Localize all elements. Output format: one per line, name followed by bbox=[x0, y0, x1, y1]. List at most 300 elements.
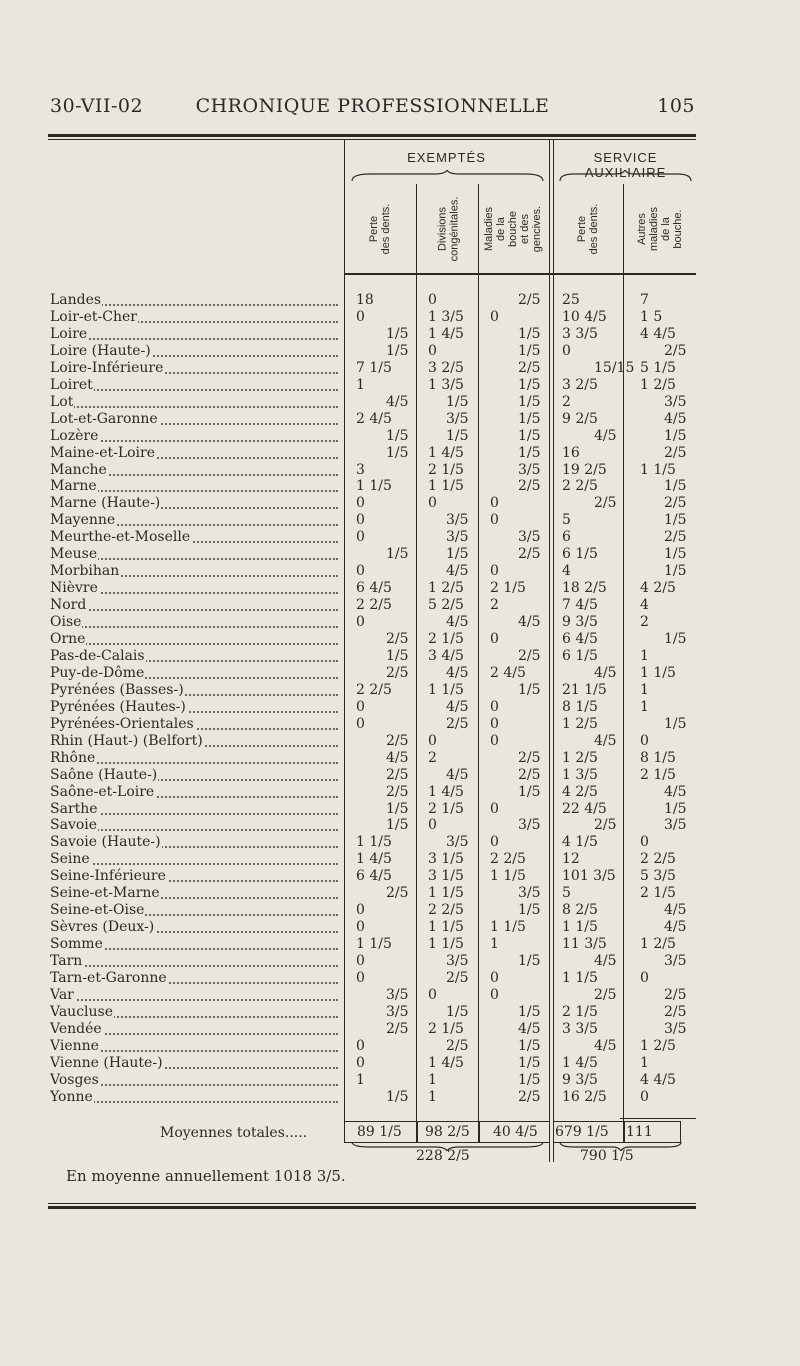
cell-value: 2 2/5 bbox=[490, 851, 526, 868]
cell-value: 2/5 bbox=[386, 631, 409, 647]
cell-value: 3/5 bbox=[386, 1003, 409, 1020]
cell-value: 1/5 bbox=[664, 512, 687, 529]
table-row bbox=[0, 801, 800, 818]
cell-value: 1 1/5 bbox=[356, 478, 392, 495]
table-row bbox=[0, 614, 800, 631]
table-row bbox=[0, 733, 800, 750]
cell-value: 3/5 bbox=[518, 885, 541, 902]
cell-value: 3 1/5 bbox=[428, 851, 464, 868]
cell-value: 2 1/5 bbox=[428, 461, 464, 478]
cell-value: 1 bbox=[428, 1088, 437, 1105]
cell-value: 3 4/5 bbox=[428, 647, 464, 664]
cell-value: 2/5 bbox=[518, 478, 541, 495]
cell-value: 5 bbox=[562, 885, 571, 902]
cell-value: 1 bbox=[640, 1054, 649, 1071]
cell-value: 0 bbox=[562, 342, 571, 359]
cell-value: 101 3/5 bbox=[562, 868, 616, 885]
department-name: Pyrénées (Hautes-) bbox=[50, 699, 340, 716]
table-row bbox=[0, 817, 800, 834]
cell-value: 2/5 bbox=[594, 986, 617, 1003]
department-name: Pyrénées-Orientales bbox=[50, 716, 340, 733]
department-name: Lot bbox=[50, 394, 340, 411]
cell-value: 7 bbox=[640, 292, 649, 308]
cell-value: 1 4/5 bbox=[562, 1054, 598, 1071]
cell-value: 0 bbox=[490, 715, 499, 732]
cell-value: 19 2/5 bbox=[562, 461, 607, 478]
table-row bbox=[0, 478, 800, 495]
department-name: Puy-de-Dôme bbox=[50, 665, 340, 682]
cell-value: 7 1/5 bbox=[356, 359, 392, 376]
cell-value: 5 3/5 bbox=[640, 868, 676, 885]
table-row bbox=[0, 529, 800, 546]
cell-value: 0 bbox=[356, 902, 365, 919]
cell-value: 1/5 bbox=[386, 325, 409, 342]
cell-value: 1/5 bbox=[386, 444, 409, 461]
cell-value: 0 bbox=[356, 715, 365, 732]
department-name: Mayenne bbox=[50, 512, 340, 529]
cell-value: 1 4/5 bbox=[428, 783, 464, 800]
group-brace-exemptes bbox=[350, 170, 545, 182]
cell-value: 1 1/5 bbox=[428, 478, 464, 495]
cell-value: 4 bbox=[640, 597, 649, 614]
cell-value: 2/5 bbox=[386, 885, 409, 902]
cell-value: 2 1/5 bbox=[640, 885, 676, 902]
cell-value: 2/5 bbox=[386, 732, 409, 749]
table-row bbox=[0, 445, 800, 462]
cell-value: 7 4/5 bbox=[562, 597, 598, 614]
cell-value: 1/5 bbox=[386, 800, 409, 817]
cell-value: 4/5 bbox=[518, 614, 541, 631]
total-value: 40 4/5 bbox=[493, 1124, 538, 1140]
department-name: Meuse bbox=[50, 546, 340, 563]
footer-note: En moyenne annuellement 1018 3/5. bbox=[66, 1167, 346, 1185]
table-row bbox=[0, 546, 800, 563]
cell-value: 0 bbox=[356, 970, 365, 986]
total-value: 98 2/5 bbox=[425, 1124, 470, 1140]
cell-value: 1/5 bbox=[386, 817, 409, 834]
cell-value: 3/5 bbox=[446, 834, 469, 851]
page-number: 105 bbox=[657, 95, 695, 117]
cell-value: 1 3/5 bbox=[428, 308, 464, 325]
cell-value: 0 bbox=[356, 529, 365, 546]
cell-value: 1/5 bbox=[518, 1003, 541, 1020]
cell-value: 4/5 bbox=[594, 1037, 617, 1054]
table-row bbox=[0, 377, 800, 394]
table-row bbox=[0, 919, 800, 936]
cell-value: 1 2/5 bbox=[640, 376, 676, 393]
cell-value: 4 4/5 bbox=[640, 325, 676, 342]
cell-value: 0 bbox=[490, 834, 499, 851]
total-value: 89 1/5 bbox=[357, 1124, 402, 1140]
cell-value: 1 1/5 bbox=[428, 919, 464, 936]
cell-value: 3 2/5 bbox=[428, 359, 464, 376]
cell-value: 3/5 bbox=[446, 512, 469, 529]
cell-value: 2/5 bbox=[664, 986, 687, 1003]
cell-value: 1 4/5 bbox=[356, 851, 392, 868]
table-row bbox=[0, 394, 800, 411]
cell-value: 1 4/5 bbox=[428, 1054, 464, 1071]
cell-value: 3/5 bbox=[446, 953, 469, 970]
cell-value: 2 2/5 bbox=[356, 597, 392, 614]
department-name: Orne bbox=[50, 631, 340, 648]
department-name: Maine-et-Loire bbox=[50, 445, 340, 462]
table-row bbox=[0, 428, 800, 445]
table-row bbox=[0, 597, 800, 614]
cell-value: 1 3/5 bbox=[428, 376, 464, 393]
cell-value: 3/5 bbox=[446, 410, 469, 427]
cell-value: 1/5 bbox=[518, 783, 541, 800]
cell-value: 1/5 bbox=[518, 902, 541, 919]
department-name: Seine-et-Marne bbox=[50, 885, 340, 902]
cell-value: 0 bbox=[490, 308, 499, 325]
cell-value: 4 bbox=[562, 563, 571, 580]
cell-value: 0 bbox=[490, 732, 499, 749]
table-row bbox=[0, 648, 800, 665]
column-heading: Perte des dents. bbox=[368, 203, 392, 255]
cell-value: 1/5 bbox=[518, 681, 541, 698]
table-row bbox=[0, 292, 800, 309]
cell-value: 4/5 bbox=[594, 427, 617, 444]
table-row bbox=[0, 936, 800, 953]
table-row bbox=[0, 784, 800, 801]
cell-value: 2/5 bbox=[664, 444, 687, 461]
cell-value: 4 2/5 bbox=[562, 783, 598, 800]
cell-value: 2/5 bbox=[518, 766, 541, 783]
table-row bbox=[0, 326, 800, 343]
cell-value: 4/5 bbox=[594, 953, 617, 970]
department-name: Vendée bbox=[50, 1021, 340, 1038]
cell-value: 2/5 bbox=[518, 1088, 541, 1105]
cell-value: 0 bbox=[356, 614, 365, 631]
table-row bbox=[0, 851, 800, 868]
cell-value: 0 bbox=[356, 1054, 365, 1071]
cell-value: 1/5 bbox=[518, 325, 541, 342]
department-name: Vaucluse bbox=[50, 1004, 340, 1021]
bottom-rule bbox=[48, 1203, 696, 1204]
cell-value: 1/5 bbox=[518, 444, 541, 461]
cell-value: 0 bbox=[356, 698, 365, 715]
department-name: Savoie bbox=[50, 817, 340, 834]
cell-value: 2 2/5 bbox=[428, 902, 464, 919]
cell-value: 3/5 bbox=[518, 529, 541, 546]
cell-value: 3 1/5 bbox=[428, 868, 464, 885]
cell-value: 1/5 bbox=[518, 1037, 541, 1054]
cell-value: 6 1/5 bbox=[562, 546, 598, 563]
department-name: Seine-Inférieure bbox=[50, 868, 340, 885]
cell-value: 2/5 bbox=[664, 1003, 687, 1020]
cell-value: 4/5 bbox=[664, 410, 687, 427]
cell-value: 1 5 bbox=[640, 308, 663, 325]
cell-value: 1 bbox=[640, 647, 649, 664]
department-name: Tarn-et-Garonne bbox=[50, 970, 340, 987]
department-name: Saône (Haute-) bbox=[50, 767, 340, 784]
totals-label: Moyennes totales..... bbox=[160, 1125, 308, 1141]
cell-value: 2/5 bbox=[446, 970, 469, 986]
cell-value: 0 bbox=[356, 919, 365, 936]
cell-value: 10 4/5 bbox=[562, 308, 607, 325]
cell-value: 4 4/5 bbox=[640, 1071, 676, 1088]
cell-value: 1 bbox=[490, 936, 499, 953]
department-name: Vosges bbox=[50, 1072, 340, 1089]
cell-value: 5 1/5 bbox=[640, 359, 676, 376]
cell-value: 0 bbox=[428, 986, 437, 1003]
header-rule bbox=[344, 273, 696, 275]
issue-date: 30-VII-02 bbox=[50, 95, 144, 117]
department-name: Lozère bbox=[50, 428, 340, 445]
cell-value: 1 3/5 bbox=[562, 766, 598, 783]
top-rule bbox=[48, 134, 696, 137]
cell-value: 4/5 bbox=[664, 783, 687, 800]
cell-value: 4/5 bbox=[386, 393, 409, 410]
cell-value: 6 bbox=[562, 529, 571, 546]
cell-value: 0 bbox=[490, 563, 499, 580]
cell-value: 3/5 bbox=[386, 986, 409, 1003]
cell-value: 11 3/5 bbox=[562, 936, 607, 953]
cell-value: 0 bbox=[490, 970, 499, 986]
cell-value: 1 bbox=[356, 1071, 365, 1088]
column-heading: Divisions congénitales. bbox=[436, 196, 461, 262]
cell-value: 4/5 bbox=[446, 563, 469, 580]
cell-value: 2 2/5 bbox=[356, 681, 392, 698]
table-row bbox=[0, 767, 800, 784]
cell-value: 3 3/5 bbox=[562, 1020, 598, 1037]
bottom-rule-thick bbox=[48, 1206, 696, 1209]
cell-value: 0 bbox=[428, 342, 437, 359]
cell-value: 2 4/5 bbox=[490, 664, 526, 681]
cell-value: 2/5 bbox=[664, 495, 687, 512]
column-heading: Maladies de la bouche et des gencives. bbox=[483, 205, 543, 253]
table-row bbox=[0, 360, 800, 377]
cell-value: 22 4/5 bbox=[562, 800, 607, 817]
cell-value: 2 2/5 bbox=[562, 478, 598, 495]
cell-value: 18 2/5 bbox=[562, 580, 607, 597]
cell-value: 15/15 bbox=[594, 359, 635, 376]
cell-value: 3/5 bbox=[664, 393, 687, 410]
cell-value: 1 1/5 bbox=[640, 664, 676, 681]
table-row bbox=[0, 512, 800, 529]
cell-value: 1/5 bbox=[664, 478, 687, 495]
cell-value: 1 bbox=[640, 681, 649, 698]
cell-value: 0 bbox=[640, 834, 649, 851]
cell-value: 0 bbox=[490, 631, 499, 647]
cell-value: 4/5 bbox=[664, 902, 687, 919]
cell-value: 4/5 bbox=[664, 919, 687, 936]
cell-value: 1 2/5 bbox=[640, 936, 676, 953]
table-row bbox=[0, 343, 800, 360]
cell-value: 2/5 bbox=[664, 342, 687, 359]
cell-value: 0 bbox=[356, 495, 365, 512]
cell-value: 2/5 bbox=[518, 359, 541, 376]
group-heading-exemptes: EXEMPTÉS bbox=[407, 150, 486, 165]
department-name: Meurthe-et-Moselle bbox=[50, 529, 340, 546]
cell-value: 0 bbox=[490, 698, 499, 715]
cell-value: 1/5 bbox=[518, 427, 541, 444]
cell-value: 1 4/5 bbox=[428, 325, 464, 342]
cell-value: 2/5 bbox=[386, 1020, 409, 1037]
cell-value: 2 1/5 bbox=[562, 1003, 598, 1020]
total-value: 111 bbox=[626, 1124, 653, 1140]
cell-value: 6 4/5 bbox=[356, 580, 392, 597]
table-row bbox=[0, 1021, 800, 1038]
department-name: Lot-et-Garonne bbox=[50, 411, 340, 428]
department-name: Landes bbox=[50, 292, 340, 309]
table-row bbox=[0, 1038, 800, 1055]
cell-value: 1 1/5 bbox=[562, 919, 598, 936]
cell-value: 1/5 bbox=[518, 410, 541, 427]
table-row bbox=[0, 682, 800, 699]
cell-value: 4 2/5 bbox=[640, 580, 676, 597]
department-name: Var bbox=[50, 987, 340, 1004]
cell-value: 2/5 bbox=[518, 292, 541, 308]
department-name: Marne bbox=[50, 478, 340, 495]
cell-value: 1/5 bbox=[386, 1088, 409, 1105]
cell-value: 0 bbox=[356, 512, 365, 529]
department-name: Manche bbox=[50, 462, 340, 479]
cell-value: 0 bbox=[428, 817, 437, 834]
cell-value: 1 bbox=[428, 1071, 437, 1088]
cell-value: 3/5 bbox=[664, 953, 687, 970]
cell-value: 1 bbox=[640, 698, 649, 715]
cell-value: 6 4/5 bbox=[562, 631, 598, 647]
table-row bbox=[0, 631, 800, 648]
cell-value: 2/5 bbox=[664, 529, 687, 546]
cell-value: 1 1/5 bbox=[640, 461, 676, 478]
department-name: Loir-et-Cher bbox=[50, 309, 340, 326]
table-row bbox=[0, 953, 800, 970]
department-name: Somme bbox=[50, 936, 340, 953]
cell-value: 3 2/5 bbox=[562, 376, 598, 393]
cell-value: 1/5 bbox=[518, 953, 541, 970]
cell-value: 1/5 bbox=[664, 715, 687, 732]
department-name: Seine bbox=[50, 851, 340, 868]
cell-value: 3 3/5 bbox=[562, 325, 598, 342]
cell-value: 2 bbox=[640, 614, 649, 631]
cell-value: 0 bbox=[428, 495, 437, 512]
department-name: Loire (Haute-) bbox=[50, 343, 340, 360]
department-name: Nièvre bbox=[50, 580, 340, 597]
department-name: Sèvres (Deux-) bbox=[50, 919, 340, 936]
department-name: Savoie (Haute-) bbox=[50, 834, 340, 851]
cell-value: 0 bbox=[356, 563, 365, 580]
cell-value: 4/5 bbox=[518, 1020, 541, 1037]
department-name: Seine-et-Oise bbox=[50, 902, 340, 919]
cell-value: 16 2/5 bbox=[562, 1088, 607, 1105]
cell-value: 0 bbox=[490, 495, 499, 512]
cell-value: 1/5 bbox=[446, 1003, 469, 1020]
cell-value: 1/5 bbox=[386, 427, 409, 444]
cell-value: 2 1/5 bbox=[428, 1020, 464, 1037]
cell-value: 5 bbox=[562, 512, 571, 529]
department-name: Tarn bbox=[50, 953, 340, 970]
cell-value: 2 1/5 bbox=[490, 580, 526, 597]
cell-value: 4 1/5 bbox=[562, 834, 598, 851]
cell-value: 1/5 bbox=[664, 563, 687, 580]
cell-value: 2/5 bbox=[446, 1037, 469, 1054]
cell-value: 5 2/5 bbox=[428, 597, 464, 614]
cell-value: 2/5 bbox=[446, 715, 469, 732]
table-row bbox=[0, 750, 800, 767]
cell-value: 2 2/5 bbox=[640, 851, 676, 868]
cell-value: 0 bbox=[640, 732, 649, 749]
table-row bbox=[0, 1089, 800, 1106]
table-row bbox=[0, 1072, 800, 1089]
cell-value: 3/5 bbox=[518, 817, 541, 834]
exemptes-sum: 228 2/5 bbox=[416, 1148, 470, 1164]
cell-value: 4/5 bbox=[594, 732, 617, 749]
department-name: Oise bbox=[50, 614, 340, 631]
cell-value: 1 2/5 bbox=[640, 1037, 676, 1054]
table-row bbox=[0, 563, 800, 580]
table-row bbox=[0, 665, 800, 682]
cell-value: 2/5 bbox=[518, 546, 541, 563]
cell-value: 3/5 bbox=[664, 1020, 687, 1037]
department-name: Rhin (Haut-) (Belfort) bbox=[50, 733, 340, 750]
cell-value: 1/5 bbox=[664, 427, 687, 444]
cell-value: 2/5 bbox=[518, 749, 541, 766]
department-name: Loire bbox=[50, 326, 340, 343]
cell-value: 2 bbox=[428, 749, 437, 766]
department-name: Morbihan bbox=[50, 563, 340, 580]
table-row bbox=[0, 1055, 800, 1072]
cell-value: 4/5 bbox=[594, 664, 617, 681]
cell-value: 6 4/5 bbox=[356, 868, 392, 885]
department-name: Vienne bbox=[50, 1038, 340, 1055]
department-name: Pas-de-Calais bbox=[50, 648, 340, 665]
cell-value: 1/5 bbox=[664, 631, 687, 647]
department-name: Pyrénées (Basses-) bbox=[50, 682, 340, 699]
cell-value: 1 1/5 bbox=[490, 868, 526, 885]
cell-value: 1 1/5 bbox=[428, 681, 464, 698]
table-row bbox=[0, 462, 800, 479]
cell-value: 1 4/5 bbox=[428, 444, 464, 461]
cell-value: 2/5 bbox=[386, 766, 409, 783]
department-name: Loiret bbox=[50, 377, 340, 394]
column-heading: Perte des dents. bbox=[576, 203, 600, 255]
cell-value: 2/5 bbox=[518, 647, 541, 664]
cell-value: 0 bbox=[640, 970, 649, 986]
table-row bbox=[0, 580, 800, 597]
cell-value: 1/5 bbox=[386, 546, 409, 563]
cell-value: 4/5 bbox=[446, 698, 469, 715]
cell-value: 0 bbox=[356, 1037, 365, 1054]
cell-value: 1 2/5 bbox=[562, 715, 598, 732]
group-heading-service: SERVICE AUXILIAIRE bbox=[584, 150, 667, 180]
cell-value: 4/5 bbox=[446, 664, 469, 681]
cell-value: 0 bbox=[428, 732, 437, 749]
cell-value: 2 1/5 bbox=[640, 766, 676, 783]
cell-value: 3/5 bbox=[664, 817, 687, 834]
cell-value: 1 1/5 bbox=[562, 970, 598, 986]
table-row bbox=[0, 309, 800, 326]
cell-value: 2 1/5 bbox=[428, 631, 464, 647]
cell-value: 2 bbox=[490, 597, 499, 614]
cell-value: 1/5 bbox=[664, 800, 687, 817]
cell-value: 2/5 bbox=[594, 495, 617, 512]
cell-value: 1/5 bbox=[518, 1054, 541, 1071]
top-rule-thin bbox=[48, 139, 696, 140]
department-name: Rhône bbox=[50, 750, 340, 767]
cell-value: 1 2/5 bbox=[428, 580, 464, 597]
cell-value: 1 1/5 bbox=[356, 936, 392, 953]
cell-value: 4/5 bbox=[386, 749, 409, 766]
table-row bbox=[0, 868, 800, 885]
cell-value: 0 bbox=[356, 308, 365, 325]
cell-value: 25 bbox=[562, 292, 580, 308]
cell-value: 2/5 bbox=[594, 817, 617, 834]
table-row bbox=[0, 411, 800, 428]
cell-value: 4/5 bbox=[446, 766, 469, 783]
cell-value: 0 bbox=[490, 512, 499, 529]
